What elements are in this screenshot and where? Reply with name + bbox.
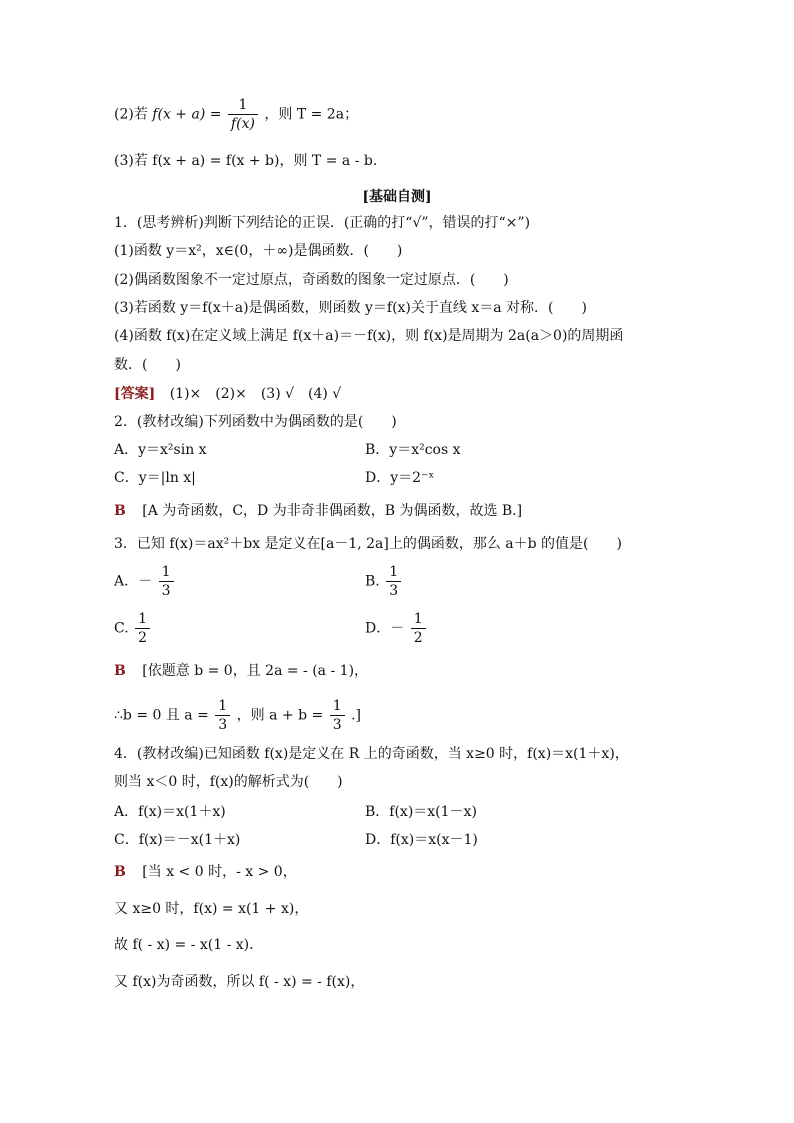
q3-answer-letter: B [114,663,126,679]
q3-a-num: 1 [159,563,174,582]
q3-c-num: 1 [135,610,150,629]
q4-answer-text: [当 x < 0 时，- x > 0， [142,864,297,880]
q4-answer-line1 [114,863,297,881]
q3-d-den: 2 [413,630,423,646]
q3-b-fraction [386,563,401,600]
q4-answer-line2: 又 x≥0 时，f(x) = x(1 + x)， [114,901,309,917]
q1-answer [114,385,341,403]
q3-option-a [114,563,176,600]
q2-option-a: A．y＝x²sin x [114,442,207,458]
item2-expr: f(x + a) = [152,106,222,123]
q1-statement-4a: (4)函数 f(x)在定义域上满足 f(x＋a)＝－f(x)，则 f(x)是周期为 2a(a＞0)的周期函 [114,328,624,344]
q3-option-c [114,610,152,647]
q3-l2-den2: 3 [332,717,342,733]
q3-d-fraction [411,610,426,647]
q4-option-c: C．f(x)＝－x(1＋x) [114,832,241,848]
q4-answer-letter: B [114,864,126,880]
q3-a-fraction [159,563,174,600]
q4-stem-a: 4．(教材改编)已知函数 f(x)是定义在 R 上的奇函数，当 x≥0 时，f(x)＝x(1＋x)， [114,746,629,762]
section-title: [基础自测] [362,189,432,205]
q3-line2-fraction-1 [215,697,230,734]
q3-b-num: 1 [386,563,401,582]
q3-l2-num1: 1 [215,697,230,716]
item2-den: f(x) [230,116,255,132]
q2-answer [114,502,522,520]
q2-option-c: C．y＝|ln x| [114,470,196,486]
q3-answer-line2 [114,697,361,734]
q3-c-den: 2 [138,630,148,646]
q3-l2-den1: 3 [218,717,228,733]
q3-answer-text: [依题意 b = 0，且 2a = - (a - 1)， [142,663,369,679]
q1-answer-text: (1)× (2)× (3) √ (4) √ [169,386,342,402]
q3-option-b [365,563,403,600]
q3-stem: 3．已知 f(x)＝ax²＋bx 是定义在[a－1, 2a]上的偶函数，那么 a＋b 的值是( ) [114,536,622,552]
period-item-2 [114,96,358,133]
period-item-3: (3)若 f(x + a) = f(x + b)，则 T = a - b. [114,153,378,169]
item2-fraction [228,96,258,133]
q2-option-b: B．y＝x²cos x [365,442,461,458]
q4-option-b: B．f(x)＝x(1－x) [365,804,477,820]
q3-d-num: 1 [411,610,426,629]
q3-a-label: A．－ [114,573,153,590]
q3-line2-prefix: ∴b = 0 且 a = [114,707,209,724]
q3-d-label: D．－ [365,620,405,637]
q1-stem: 1．(思考辨析)判断下列结论的正误．(正确的打“√”，错误的打“×”) [114,215,531,231]
q2-answer-text: [A 为奇函数，C，D 为非奇非偶函数，B 为偶函数，故选 B.] [142,503,523,519]
q3-b-label: B. [365,573,380,590]
q3-option-d [365,610,428,647]
q3-b-den: 3 [389,583,399,599]
q3-c-label: C. [114,620,129,637]
q3-l2-num2: 1 [330,697,345,716]
q1-statement-2: (2)偶函数图象不一定过原点，奇函数的图象一定过原点．( ) [114,272,509,288]
q3-answer-line1 [114,662,368,680]
item2-tail: ，则 T = 2a； [264,106,359,123]
q3-line2-mid: ，则 a + b = [236,707,324,724]
q4-answer-line4: 又 f(x)为奇函数，所以 f( - x) = - f(x)， [114,974,365,990]
q1-statement-1: (1)函数 y＝x²，x∈(0，＋∞)是偶函数．( ) [114,243,403,259]
q4-option-d: D．f(x)＝x(x－1) [365,832,478,848]
q4-answer-line3: 故 f( - x) = - x(1 - x)． [114,937,264,953]
q1-statement-4b: 数．( ) [114,357,181,373]
q3-line2-fraction-2 [330,697,345,734]
answer-label: [答案] [114,386,156,402]
q3-line2-tail: .] [351,707,361,724]
q4-stem-b: 则当 x＜0 时，f(x)的解析式为( ) [114,774,343,790]
q2-answer-letter: B [114,503,126,519]
q3-a-den: 3 [161,583,171,599]
q2-option-d: D．y＝2⁻ˣ [365,470,435,486]
q1-statement-3: (3)若函数 y＝f(x＋a)是偶函数，则函数 y＝f(x)关于直线 x＝a 对称．( ) [114,300,587,316]
item2-num: 1 [228,96,258,115]
q4-option-a: A．f(x)＝x(1＋x) [114,804,226,820]
q3-c-fraction [135,610,150,647]
item2-prefix: (2)若 [114,106,148,123]
q2-stem: 2．(教材改编)下列函数中为偶函数的是( ) [114,414,397,430]
